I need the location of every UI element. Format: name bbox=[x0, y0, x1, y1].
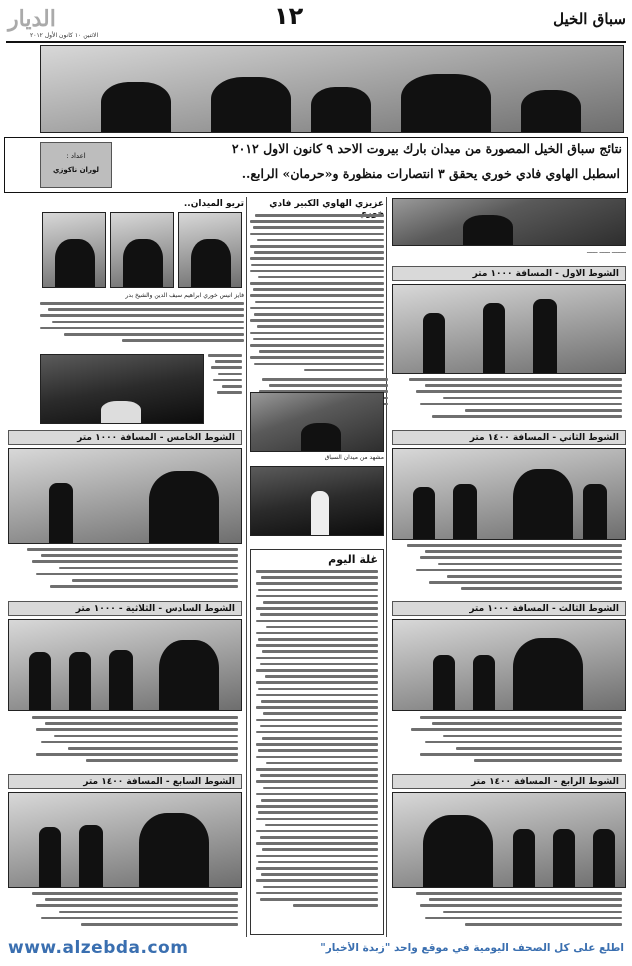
issue-date: الاثنين ١٠ كانون الأول ٢٠١٢ bbox=[30, 32, 99, 39]
portrait-photo bbox=[178, 212, 242, 288]
column-rule bbox=[246, 197, 247, 937]
race-photo bbox=[392, 284, 626, 374]
race-photo bbox=[392, 619, 626, 711]
ghalla-title: غلة اليوم bbox=[328, 553, 378, 566]
race-header-5: الشوط الخامس - المسافة ١٠٠٠ متر bbox=[8, 430, 242, 445]
race-results bbox=[14, 548, 238, 598]
race-photo bbox=[8, 619, 242, 711]
ghalla-body bbox=[256, 570, 378, 930]
race-photo bbox=[40, 354, 204, 424]
section-title: سباق الخيل bbox=[553, 10, 626, 28]
column-rule bbox=[386, 197, 387, 937]
race-photo bbox=[392, 198, 626, 246]
race-results bbox=[398, 378, 622, 428]
portrait-photo bbox=[110, 212, 174, 288]
race-header-1: الشوط الاول - المسافة ١٠٠٠ متر bbox=[392, 266, 626, 281]
race-banner-photo bbox=[40, 45, 624, 133]
race-header-6: الشوط السادس - الثلاثية - ١٠٠٠ متر bbox=[8, 601, 242, 616]
trio-body bbox=[40, 302, 244, 352]
newspaper-logo: الديار bbox=[8, 6, 56, 32]
race-photo bbox=[250, 392, 384, 452]
article-title: عزيزي الهاوي الكبير فادي bbox=[269, 199, 384, 209]
photo-caption: ــــــــ ــــــ ــــــ bbox=[587, 248, 626, 255]
race-results bbox=[14, 892, 238, 936]
page-number: ١٢ bbox=[274, 2, 304, 30]
race-photo bbox=[8, 448, 242, 544]
photo-caption bbox=[208, 354, 242, 420]
race-photo bbox=[392, 792, 626, 888]
headline-line1: نتائج سباق الخيل المصورة من ميدان بارك بيروت الاحد ٩ كانون الاول ٢٠١٢ bbox=[231, 141, 622, 156]
author-label: اعداد : bbox=[66, 152, 86, 160]
race-header-4: الشوط الرابع - المسافة ١٤٠٠ متر bbox=[392, 774, 626, 789]
trio-caption: فايز انيس خوري ابراهيم سيف الدين والشيخ بدر bbox=[125, 292, 244, 299]
race-results bbox=[398, 544, 622, 600]
race-results bbox=[398, 892, 622, 936]
race-photo bbox=[250, 466, 384, 536]
race-photo bbox=[8, 792, 242, 888]
race-photo bbox=[392, 448, 626, 540]
race-header-3: الشوط الثالث - المسافة ١٠٠٠ متر bbox=[392, 601, 626, 616]
trio-title: تريو الميدان.. bbox=[183, 199, 244, 209]
portrait-photo bbox=[42, 212, 106, 288]
photo-caption: مشهد من ميدان السباق bbox=[324, 454, 384, 461]
article-body bbox=[250, 214, 384, 390]
race-results bbox=[14, 716, 238, 772]
footer-tagline: اطلع على كل الصحف اليومية في موقع واحد "زبدة الأخبار" bbox=[320, 942, 624, 954]
race-header-7: الشوط السابع - المسافة ١٤٠٠ متر bbox=[8, 774, 242, 789]
author-name: لوران ناكوزي bbox=[52, 166, 100, 174]
author-box bbox=[40, 142, 112, 188]
race-header-2: الشوط الثاني - المسافة ١٤٠٠ متر bbox=[392, 430, 626, 445]
headline-line2: اسطبل الهاوي فادي خوري يحقق ٣ انتصارات منظورة و«حرمان» الرابع.. bbox=[241, 166, 620, 181]
footer-site[interactable]: www.alzebda.com bbox=[8, 938, 189, 958]
header-rule bbox=[6, 41, 626, 43]
race-results bbox=[398, 716, 622, 772]
